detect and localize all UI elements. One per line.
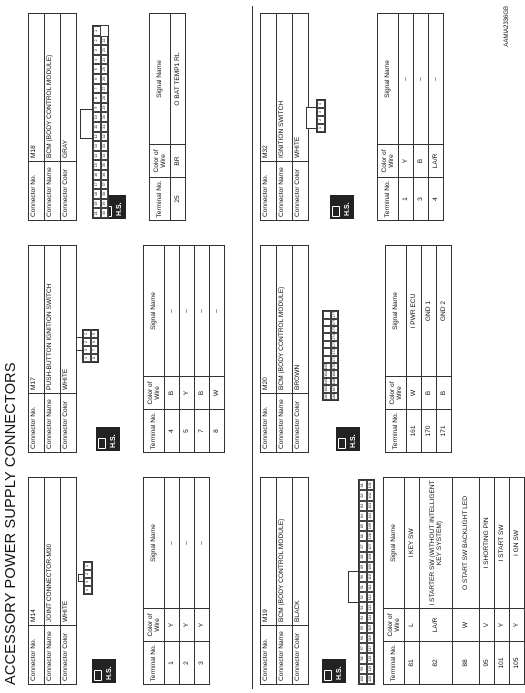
pin: 93 bbox=[359, 603, 367, 613]
wire-cell: Y bbox=[180, 609, 195, 642]
terminal-cell: 5 bbox=[180, 410, 195, 453]
table-row bbox=[407, 246, 422, 453]
signal-cell: I SHORTING PIN bbox=[480, 478, 495, 609]
signal-cell: – bbox=[210, 246, 225, 377]
pin: 1 bbox=[83, 330, 91, 338]
pin: 3 bbox=[317, 108, 325, 116]
terminal-cell: 95 bbox=[480, 642, 495, 685]
table-row bbox=[453, 478, 480, 685]
connector-m14 bbox=[28, 477, 210, 685]
hs-label: H.S. bbox=[116, 202, 123, 216]
connector-info-table bbox=[28, 477, 77, 685]
pin: 38 bbox=[101, 189, 109, 199]
pin bbox=[323, 356, 331, 363]
pin: 8 bbox=[91, 354, 99, 362]
connector-color-value: GRAY bbox=[61, 14, 77, 162]
connector-face-icon bbox=[332, 206, 340, 217]
connector-no-value: M17 bbox=[29, 246, 45, 394]
table-row bbox=[429, 14, 444, 221]
header-signal-name: Signal Name bbox=[384, 478, 405, 609]
pin: 117 bbox=[367, 643, 375, 653]
signal-cell: – bbox=[180, 478, 195, 609]
pin: 26 bbox=[101, 74, 109, 84]
signal-cell: – bbox=[165, 478, 180, 609]
connector-info-table bbox=[28, 13, 77, 221]
signal-cell: – bbox=[414, 14, 429, 145]
terminal-cell: 1 bbox=[399, 178, 414, 221]
terminal-cell: 2 bbox=[180, 642, 195, 685]
connector-m20 bbox=[260, 245, 452, 453]
pin: 174 bbox=[331, 333, 339, 340]
table-row bbox=[399, 14, 414, 221]
terminal-cell: 82 bbox=[420, 642, 453, 685]
connector-name-value: IGNITION SWITCH bbox=[277, 14, 293, 162]
pin: 101 bbox=[367, 480, 375, 490]
pin: 108 bbox=[367, 552, 375, 562]
connector-color-value: WHITE bbox=[293, 14, 309, 162]
header-wire-color: Color of Wire bbox=[144, 377, 165, 410]
connector-no-value: M18 bbox=[29, 14, 45, 162]
table-row bbox=[165, 478, 180, 685]
pin: 10 bbox=[93, 112, 101, 122]
pin: 2 bbox=[83, 338, 91, 346]
connector-no-value: M32 bbox=[261, 14, 277, 162]
pin: 105 bbox=[367, 521, 375, 531]
pin: 114 bbox=[367, 613, 375, 623]
wire-cell: B bbox=[414, 145, 429, 178]
pin: 166 bbox=[331, 393, 339, 400]
wire-cell: LA/R bbox=[420, 609, 453, 642]
pin: 28 bbox=[101, 93, 109, 103]
pin: 5 bbox=[93, 65, 101, 75]
connector-face-icon bbox=[94, 670, 102, 681]
pin: 6 bbox=[93, 74, 101, 84]
wire-cell: W bbox=[453, 609, 480, 642]
label-connector-name: Connector Name bbox=[45, 626, 61, 685]
header-wire-color: Color of Wire bbox=[150, 145, 171, 178]
wire-cell: L bbox=[405, 609, 420, 642]
wire-cell: BR bbox=[171, 145, 186, 178]
terminal-table bbox=[143, 477, 210, 685]
terminal-cell: 3 bbox=[195, 642, 210, 685]
pin: 91 bbox=[359, 582, 367, 592]
hs-icon bbox=[92, 659, 116, 683]
terminal-cell: 161 bbox=[407, 410, 422, 453]
pin: 5 bbox=[91, 330, 99, 338]
pin: 15 bbox=[93, 160, 101, 170]
header-wire-color: Color of Wire bbox=[144, 609, 165, 642]
pin: 84 bbox=[359, 511, 367, 521]
terminal-cell: 1 bbox=[165, 642, 180, 685]
hs-icon bbox=[96, 427, 120, 451]
connector-color-value: BROWN bbox=[293, 246, 309, 394]
connector-no-value: M20 bbox=[261, 246, 277, 394]
pin: 118 bbox=[367, 653, 375, 663]
pin: 2 bbox=[84, 570, 92, 578]
pin: 170 bbox=[331, 363, 339, 370]
terminal-cell: 4 bbox=[429, 178, 444, 221]
pin: 161 bbox=[323, 393, 331, 400]
pin: 1 bbox=[84, 562, 92, 570]
pin: 83 bbox=[359, 501, 367, 511]
pin: 163 bbox=[323, 378, 331, 385]
hs-label: H.S. bbox=[106, 666, 113, 680]
pin-grid bbox=[316, 99, 326, 133]
connector-color-value: BLACK bbox=[293, 478, 309, 626]
hs-label: H.S. bbox=[350, 434, 357, 448]
terminal-cell: 8 bbox=[210, 410, 225, 453]
section-divider bbox=[252, 6, 253, 689]
connector-info-table bbox=[28, 245, 77, 453]
pin: 119 bbox=[367, 664, 375, 674]
table-row bbox=[165, 246, 180, 453]
pin: 4 bbox=[83, 354, 91, 362]
pin: 2 bbox=[317, 116, 325, 124]
hs-label: H.S. bbox=[110, 434, 117, 448]
pin bbox=[323, 341, 331, 348]
connector-name-value: BCM (BODY CONTROL MODULE) bbox=[45, 14, 61, 162]
pin: 24 bbox=[101, 55, 109, 65]
connector-m17 bbox=[28, 245, 225, 453]
terminal-cell: 3 bbox=[414, 178, 429, 221]
pin: 85 bbox=[359, 521, 367, 531]
pin: 35 bbox=[101, 160, 109, 170]
header-signal-name: Signal Name bbox=[150, 14, 171, 145]
signal-cell: – bbox=[180, 246, 195, 377]
pin: 2 bbox=[93, 36, 101, 46]
pin: 167 bbox=[331, 385, 339, 392]
signal-cell: – bbox=[429, 14, 444, 145]
pin: 37 bbox=[101, 180, 109, 190]
pin: 115 bbox=[367, 623, 375, 633]
pin: 87 bbox=[359, 541, 367, 551]
pin: 107 bbox=[367, 541, 375, 551]
label-connector-no: Connector No. bbox=[261, 162, 277, 221]
signal-cell: I START SW bbox=[495, 478, 510, 609]
connector-name-value: PUSH-BUTTON IGNITION SWITCH bbox=[45, 246, 61, 394]
pin: 82 bbox=[359, 490, 367, 500]
pin: 7 bbox=[93, 84, 101, 94]
header-wire-color: Color of Wire bbox=[384, 609, 405, 642]
table-row bbox=[180, 478, 195, 685]
header-terminal-no: Terminal No. bbox=[150, 178, 171, 221]
pin-grid bbox=[82, 329, 99, 363]
table-row bbox=[405, 478, 420, 685]
pin: 106 bbox=[367, 531, 375, 541]
pin: 81 bbox=[359, 480, 367, 490]
terminal-cell: 105 bbox=[510, 642, 525, 685]
pin-grid bbox=[358, 479, 375, 685]
pin: 18 bbox=[93, 189, 101, 199]
signal-cell: – bbox=[165, 246, 180, 377]
pin: 88 bbox=[359, 552, 367, 562]
pin bbox=[323, 348, 331, 355]
pin: 99 bbox=[359, 664, 367, 674]
pin: 113 bbox=[367, 603, 375, 613]
terminal-cell: 101 bbox=[495, 642, 510, 685]
signal-cell: – bbox=[399, 14, 414, 145]
table-row bbox=[495, 478, 510, 685]
wire-cell: LA/R bbox=[429, 145, 444, 178]
pin: 12 bbox=[93, 132, 101, 142]
wire-cell: Y bbox=[399, 145, 414, 178]
pin: 40 bbox=[101, 208, 109, 218]
header-wire-color: Color of Wire bbox=[378, 145, 399, 178]
wire-cell: B bbox=[165, 377, 180, 410]
pin: 98 bbox=[359, 653, 367, 663]
wire-cell: Y bbox=[165, 609, 180, 642]
pin: 36 bbox=[101, 170, 109, 180]
connector-face-icon bbox=[338, 438, 346, 449]
pin: 33 bbox=[101, 141, 109, 151]
pin: 94 bbox=[359, 613, 367, 623]
table-row bbox=[210, 246, 225, 453]
pin: 8 bbox=[93, 93, 101, 103]
signal-cell: GND 1 bbox=[422, 246, 437, 377]
pin: 32 bbox=[101, 132, 109, 142]
signal-cell: O BAT TEMP1 RL bbox=[171, 14, 186, 145]
connector-m32 bbox=[260, 13, 444, 221]
label-connector-name: Connector Name bbox=[277, 162, 293, 221]
pin: 22 bbox=[101, 36, 109, 46]
hs-icon bbox=[336, 427, 360, 451]
terminal-table bbox=[143, 245, 225, 453]
pin: 14 bbox=[93, 151, 101, 161]
terminal-cell: 4 bbox=[165, 410, 180, 453]
connector-no-value: M14 bbox=[29, 478, 45, 626]
table-row bbox=[195, 478, 210, 685]
hs-label: H.S. bbox=[344, 202, 351, 216]
pin: 116 bbox=[367, 633, 375, 643]
wire-cell: Y bbox=[195, 609, 210, 642]
signal-cell: I GN SW bbox=[510, 478, 525, 609]
pin: 1 bbox=[317, 124, 325, 132]
terminal-cell: 7 bbox=[195, 410, 210, 453]
pin: 29 bbox=[101, 103, 109, 113]
pin: 95 bbox=[359, 623, 367, 633]
pin: 3 bbox=[93, 45, 101, 55]
pin bbox=[323, 311, 331, 318]
pin: 9 bbox=[93, 103, 101, 113]
pin: 4 bbox=[317, 100, 325, 108]
header-terminal-no: Terminal No. bbox=[378, 178, 399, 221]
terminal-cell: 88 bbox=[453, 642, 480, 685]
pin-grid bbox=[322, 310, 339, 401]
wire-cell: B bbox=[437, 377, 452, 410]
table-row bbox=[414, 14, 429, 221]
pin: 96 bbox=[359, 633, 367, 643]
table-row bbox=[480, 478, 495, 685]
terminal-cell: 170 bbox=[422, 410, 437, 453]
hs-icon bbox=[322, 659, 346, 683]
label-connector-color: Connector Color bbox=[293, 394, 309, 453]
pin: 111 bbox=[367, 582, 375, 592]
signal-cell: GND 2 bbox=[437, 246, 452, 377]
header-terminal-no: Terminal No. bbox=[144, 410, 165, 453]
pin: 3 bbox=[83, 346, 91, 354]
pin: 30 bbox=[101, 112, 109, 122]
pin bbox=[323, 333, 331, 340]
header-signal-name: Signal Name bbox=[144, 246, 165, 377]
table-row bbox=[437, 246, 452, 453]
signal-cell: I PWR ECU bbox=[407, 246, 422, 377]
pin: 86 bbox=[359, 531, 367, 541]
wire-cell: V bbox=[480, 609, 495, 642]
header-wire-color: Color of Wire bbox=[386, 377, 407, 410]
pin: 177 bbox=[331, 311, 339, 318]
label-connector-name: Connector Name bbox=[277, 394, 293, 453]
signal-cell: I KEY SW bbox=[405, 478, 420, 609]
pin: 1 bbox=[93, 26, 101, 36]
label-connector-no: Connector No. bbox=[29, 162, 45, 221]
pin: 169 bbox=[331, 370, 339, 377]
terminal-table bbox=[377, 13, 444, 221]
figure-code: AAMIA2336GB bbox=[504, 6, 510, 47]
pin: 7 bbox=[91, 346, 99, 354]
signal-cell: – bbox=[195, 478, 210, 609]
pin: 34 bbox=[101, 151, 109, 161]
pin: 19 bbox=[93, 199, 101, 209]
header-signal-name: Signal Name bbox=[378, 14, 399, 145]
wire-cell: Y bbox=[510, 609, 525, 642]
table-row bbox=[422, 246, 437, 453]
connector-info-table bbox=[260, 13, 309, 221]
pin: 97 bbox=[359, 643, 367, 653]
pin: 109 bbox=[367, 562, 375, 572]
pin: 89 bbox=[359, 562, 367, 572]
pin: 92 bbox=[359, 592, 367, 602]
table-row bbox=[171, 14, 186, 221]
connector-name-value: BCM (BODY CONTROL MODULE) bbox=[277, 478, 293, 626]
header-terminal-no: Terminal No. bbox=[386, 410, 407, 453]
connector-name-value: JOINT CONNECTOR-M30 bbox=[45, 478, 61, 626]
pin: 16 bbox=[93, 170, 101, 180]
label-connector-name: Connector Name bbox=[277, 626, 293, 685]
connector-m19 bbox=[260, 477, 525, 685]
label-connector-color: Connector Color bbox=[293, 162, 309, 221]
wire-cell: B bbox=[422, 377, 437, 410]
signal-cell: – bbox=[195, 246, 210, 377]
label-connector-no: Connector No. bbox=[261, 626, 277, 685]
connector-color-value: WHITE bbox=[61, 246, 77, 394]
pin: 6 bbox=[91, 338, 99, 346]
label-connector-no: Connector No. bbox=[261, 394, 277, 453]
pin: 120 bbox=[367, 674, 375, 684]
pin: 176 bbox=[331, 319, 339, 326]
wire-cell: B bbox=[195, 377, 210, 410]
pin: 171 bbox=[331, 356, 339, 363]
pin: 173 bbox=[331, 341, 339, 348]
pin: 11 bbox=[93, 122, 101, 132]
table-row bbox=[420, 478, 453, 685]
label-connector-color: Connector Color bbox=[61, 394, 77, 453]
signal-cell: O START SW BACKLIGHT LED bbox=[453, 478, 480, 609]
terminal-table bbox=[383, 477, 525, 685]
pin: 31 bbox=[101, 122, 109, 132]
pin: 27 bbox=[101, 84, 109, 94]
signal-cell: I STARTER SW (WITHOUT INTELLIGENT KEY SYSTEM) bbox=[420, 478, 453, 609]
pin: 4 bbox=[84, 586, 92, 594]
pin: 100 bbox=[359, 674, 367, 684]
table-row bbox=[510, 478, 525, 685]
pin: 162 bbox=[323, 385, 331, 392]
pin: 17 bbox=[93, 180, 101, 190]
pin: 164 bbox=[323, 370, 331, 377]
connector-info-table bbox=[260, 477, 309, 685]
terminal-table bbox=[385, 245, 452, 453]
pin: 39 bbox=[101, 199, 109, 209]
pin: 110 bbox=[367, 572, 375, 582]
pin bbox=[323, 319, 331, 326]
pin: 3 bbox=[84, 578, 92, 586]
terminal-cell: 81 bbox=[405, 642, 420, 685]
pin: 112 bbox=[367, 592, 375, 602]
pin bbox=[323, 326, 331, 333]
pin: 21 bbox=[93, 208, 101, 218]
connector-info-table bbox=[260, 245, 309, 453]
pin: 103 bbox=[367, 501, 375, 511]
pin: 175 bbox=[331, 326, 339, 333]
connector-color-value: WHITE bbox=[61, 478, 77, 626]
pin: 104 bbox=[367, 511, 375, 521]
pin: 102 bbox=[367, 490, 375, 500]
table-row bbox=[195, 246, 210, 453]
pin-grid bbox=[92, 25, 109, 219]
pin: 13 bbox=[93, 141, 101, 151]
connector-name-value: BCM (BODY CONTROL MODULE) bbox=[277, 246, 293, 394]
pin: 25 bbox=[101, 65, 109, 75]
label-connector-name: Connector Name bbox=[45, 394, 61, 453]
label-connector-no: Connector No. bbox=[29, 394, 45, 453]
table-row bbox=[180, 246, 195, 453]
label-connector-name: Connector Name bbox=[45, 162, 61, 221]
pin: 172 bbox=[331, 348, 339, 355]
pin: 90 bbox=[359, 572, 367, 582]
wire-cell: W bbox=[210, 377, 225, 410]
hs-label: H.S. bbox=[336, 666, 343, 680]
pin: 4 bbox=[93, 55, 101, 65]
terminal-cell: 171 bbox=[437, 410, 452, 453]
pin: 23 bbox=[101, 45, 109, 55]
header-signal-name: Signal Name bbox=[386, 246, 407, 377]
label-connector-color: Connector Color bbox=[61, 162, 77, 221]
page-title: ACCESSORY POWER SUPPLY CONNECTORS bbox=[3, 362, 19, 685]
label-connector-color: Connector Color bbox=[293, 626, 309, 685]
terminal-cell: 25 bbox=[171, 178, 186, 221]
wire-cell: W bbox=[407, 377, 422, 410]
label-connector-color: Connector Color bbox=[61, 626, 77, 685]
label-connector-no: Connector No. bbox=[29, 626, 45, 685]
pin: 168 bbox=[331, 378, 339, 385]
connector-m18 bbox=[28, 13, 186, 221]
wire-cell: Y bbox=[495, 609, 510, 642]
pin: 165 bbox=[323, 363, 331, 370]
header-terminal-no: Terminal No. bbox=[384, 642, 405, 685]
connector-face-icon bbox=[324, 670, 332, 681]
connector-no-value: M19 bbox=[261, 478, 277, 626]
terminal-table bbox=[149, 13, 186, 221]
header-signal-name: Signal Name bbox=[144, 478, 165, 609]
wire-cell: Y bbox=[180, 377, 195, 410]
connector-face-icon bbox=[98, 438, 106, 449]
header-terminal-no: Terminal No. bbox=[144, 642, 165, 685]
pin-grid bbox=[83, 561, 93, 595]
hs-icon bbox=[330, 195, 354, 219]
